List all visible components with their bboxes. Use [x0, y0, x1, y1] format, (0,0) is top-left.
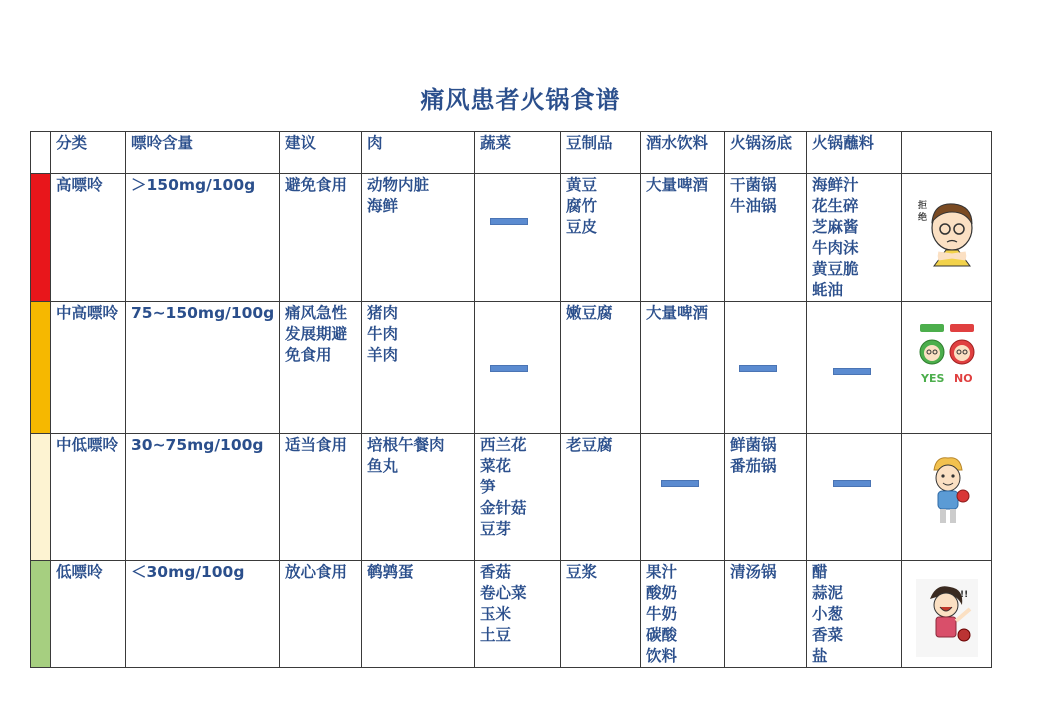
advice-cell: 放心食用 — [280, 561, 362, 668]
soup-base-cell — [725, 561, 807, 668]
list-item: 牛肉 — [367, 325, 399, 343]
icon-caption-bottom: 绝 — [918, 213, 928, 223]
list-item: 卷心菜 — [480, 584, 527, 602]
bean-product-cell — [561, 561, 641, 668]
list-item: 饮料 — [646, 647, 678, 665]
none-dash — [739, 365, 777, 372]
soup-base-cell — [725, 302, 807, 434]
header-meat: 肉 — [362, 132, 475, 174]
dipping-sauce-cell — [807, 434, 902, 561]
icon-caption-yes: YES — [921, 372, 945, 385]
illustration-cell — [902, 434, 992, 561]
list-item: 豆芽 — [480, 520, 512, 538]
table-row — [31, 302, 992, 434]
purine-cell: 75~150mg/100g — [126, 302, 280, 434]
list-item: 豆皮 — [566, 218, 598, 236]
list-item: 牛油锅 — [730, 197, 777, 215]
list-item: 香菇 — [480, 563, 512, 581]
header-drinks: 酒水饮料 — [641, 132, 725, 174]
category-cell: 中高嘌呤 — [51, 302, 126, 434]
dipping-sauce-cell — [807, 174, 902, 302]
purine-cell: ＞150mg/100g — [126, 174, 280, 302]
list-item: 醋 — [812, 563, 828, 581]
boy-with-apple-icon — [916, 452, 978, 530]
drinks-cell — [641, 561, 725, 668]
illustration-cell — [902, 561, 992, 668]
list-item: 鱼丸 — [367, 457, 399, 475]
vegetable-cell — [475, 434, 561, 561]
dipping-sauce-cell — [807, 561, 902, 668]
drinks-cell — [641, 302, 725, 434]
drinks-cell — [641, 174, 725, 302]
list-item: 海鲜 — [367, 197, 399, 215]
list-item: 黄豆脆 — [812, 260, 859, 278]
advice-cell: 痛风急性发展期避免食用 — [280, 302, 362, 434]
none-dash — [833, 368, 871, 375]
list-item: 羊肉 — [367, 346, 399, 364]
list-item: 小葱 — [812, 605, 844, 623]
purine-cell: ＜30mg/100g — [126, 561, 280, 668]
header-bean-product: 豆制品 — [561, 132, 641, 174]
header-image — [902, 132, 992, 174]
list-item: 大量啤酒 — [646, 176, 709, 194]
list-item: 牛肉沫 — [812, 239, 859, 257]
advice-cell: 避免食用 — [280, 174, 362, 302]
list-item: 笋 — [480, 478, 496, 496]
list-item: 菜花 — [480, 457, 512, 475]
level-color-strip — [31, 561, 51, 668]
list-item: 香菜 — [812, 626, 844, 644]
category-cell: 低嘌呤 — [51, 561, 126, 668]
table-row — [31, 561, 992, 668]
purine-cell: 30~75mg/100g — [126, 434, 280, 561]
none-dash — [490, 365, 528, 372]
illustration-cell — [902, 302, 992, 434]
list-item: 盐 — [812, 647, 828, 665]
vegetable-cell — [475, 561, 561, 668]
header-row — [31, 132, 992, 174]
none-dash — [833, 480, 871, 487]
refusing-boy-icon — [916, 192, 978, 270]
list-item: 牛奶 — [646, 605, 678, 623]
table-row — [31, 174, 992, 302]
header-soup-base: 火锅汤底 — [725, 132, 807, 174]
icon-caption-no: NO — [954, 372, 973, 385]
list-item: 西兰花 — [480, 436, 527, 454]
svg-text:!!: !! — [960, 590, 969, 600]
bean-product-cell — [561, 174, 641, 302]
meat-cell — [362, 174, 475, 302]
vegetable-cell — [475, 302, 561, 434]
page-title: 痛风患者火锅食谱 — [420, 86, 621, 114]
list-item: 干菌锅 — [730, 176, 777, 194]
header-vegetable: 蔬菜 — [475, 132, 561, 174]
list-item: 鹌鹑蛋 — [367, 563, 414, 581]
header-purine: 嘌呤含量 — [126, 132, 280, 174]
happy-girl-icon — [916, 579, 978, 657]
soup-base-cell — [725, 434, 807, 561]
drinks-cell — [641, 434, 725, 561]
meat-cell — [362, 561, 475, 668]
bean-product-cell — [561, 302, 641, 434]
list-item: 芝麻酱 — [812, 218, 859, 236]
header-category: 分类 — [51, 132, 126, 174]
illustration-cell — [902, 174, 992, 302]
header-dipping-sauce: 火锅蘸料 — [807, 132, 902, 174]
list-item: 大量啤酒 — [646, 304, 709, 322]
table-row — [31, 434, 992, 561]
list-item: 碳酸 — [646, 626, 678, 644]
list-item: 老豆腐 — [566, 436, 613, 454]
list-item: 蒜泥 — [812, 584, 844, 602]
none-dash — [661, 480, 699, 487]
list-item: 豆浆 — [566, 563, 598, 581]
header-advice: 建议 — [280, 132, 362, 174]
icon-caption-top: 拒 — [918, 201, 928, 211]
level-color-strip — [31, 174, 51, 302]
list-item: 酸奶 — [646, 584, 678, 602]
advice-cell: 适当食用 — [280, 434, 362, 561]
list-item: 黄豆 — [566, 176, 598, 194]
list-item: 蚝油 — [812, 281, 844, 299]
list-item: 金针菇 — [480, 499, 527, 517]
level-color-strip — [31, 302, 51, 434]
list-item: 鲜菌锅 — [730, 436, 777, 454]
dipping-sauce-cell — [807, 302, 902, 434]
list-item: 番茄锅 — [730, 457, 777, 475]
list-item: 玉米 — [480, 605, 512, 623]
category-cell: 中低嘌呤 — [51, 434, 126, 561]
list-item: 培根午餐肉 — [367, 436, 445, 454]
meat-cell — [362, 434, 475, 561]
list-item: 嫩豆腐 — [566, 304, 613, 322]
list-item: 清汤锅 — [730, 563, 777, 581]
list-item: 土豆 — [480, 626, 512, 644]
list-item: 腐竹 — [566, 197, 598, 215]
list-item: 果汁 — [646, 563, 678, 581]
meat-cell — [362, 302, 475, 434]
list-item: 动物内脏 — [367, 176, 430, 194]
list-item: 花生碎 — [812, 197, 859, 215]
none-dash — [490, 218, 528, 225]
level-color-strip — [31, 434, 51, 561]
header-strip-cell — [31, 132, 51, 174]
list-item: 海鲜汁 — [812, 176, 859, 194]
hotpot-menu-table — [30, 131, 992, 668]
bean-product-cell — [561, 434, 641, 561]
category-cell: 高嘌呤 — [51, 174, 126, 302]
soup-base-cell — [725, 174, 807, 302]
vegetable-cell — [475, 174, 561, 302]
list-item: 猪肉 — [367, 304, 399, 322]
yes-no-faces-icon — [916, 320, 978, 398]
